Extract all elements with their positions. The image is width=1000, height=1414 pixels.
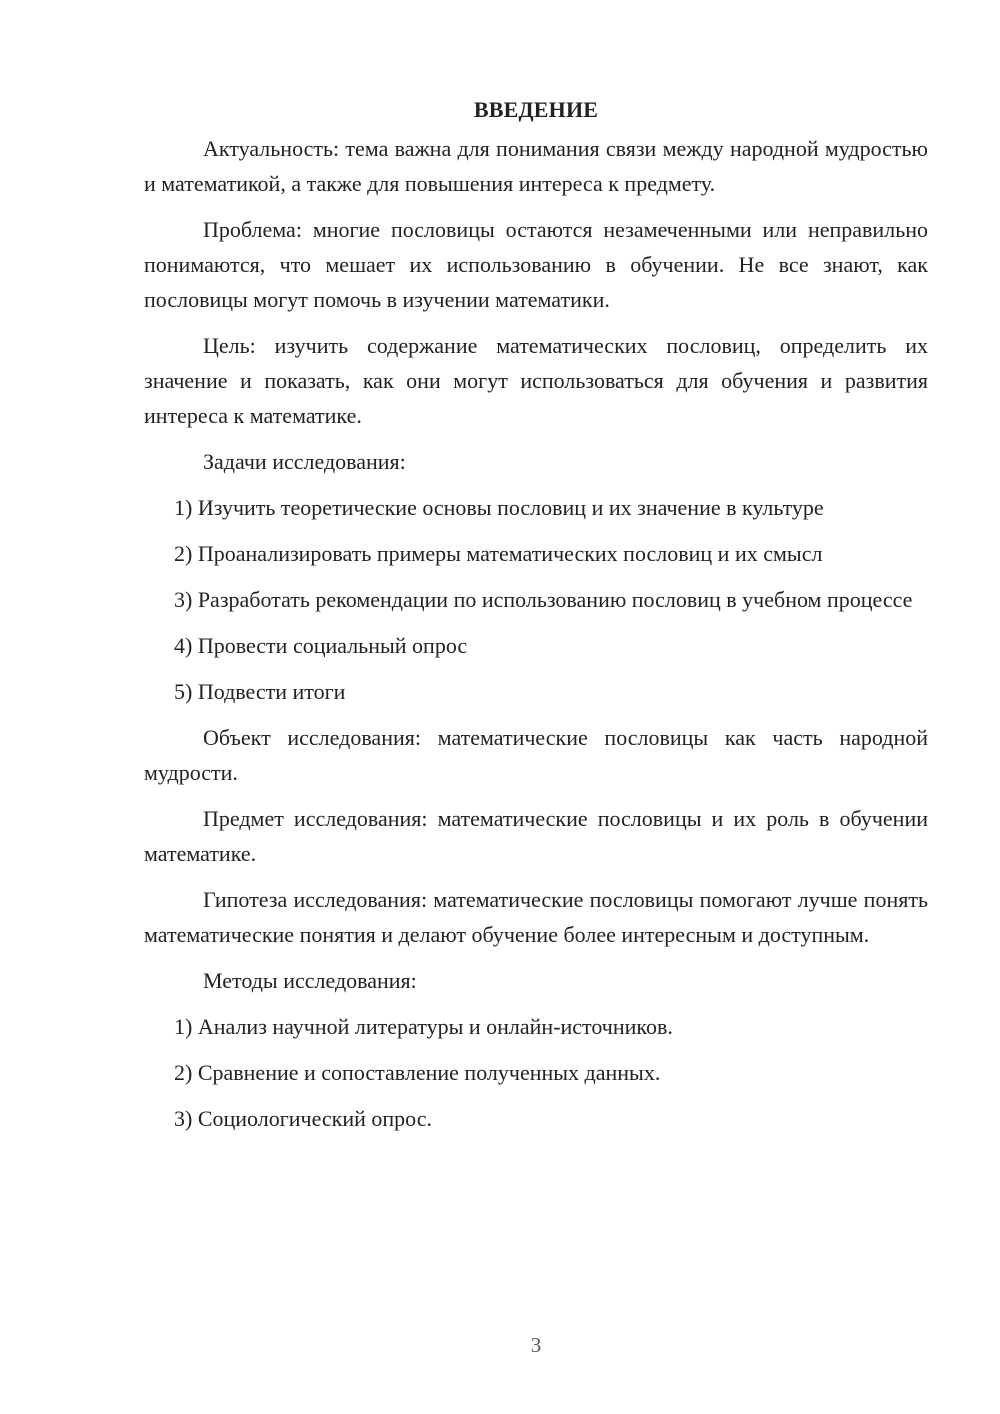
page-number: 3 <box>530 1333 542 1357</box>
goal-paragraph: Цель: изучить содержание математических пословиц, определить их значение и показать, как они могут использоваться для обучения и развития интереса к математике. <box>144 333 928 428</box>
document-page <box>144 92 928 1147</box>
object-paragraph: Объект исследования: математические пословицы как часть народной мудрости. <box>144 725 928 785</box>
task-item: 2) Проанализировать примеры математических пословиц и их смысл <box>174 541 823 566</box>
problem-paragraph: Проблема: многие пословицы остаются незамеченными или неправильно понимаются, что мешает их использованию в обучении. Не все знают, как пословицы могут помочь в изучении математики. <box>144 217 928 312</box>
task-item: 1) Изучить теоретические основы пословиц и их значение в культуре <box>174 495 824 520</box>
tasks-list <box>144 490 928 709</box>
hypothesis-paragraph: Гипотеза исследования: математические пословицы помогают лучше понять математические понятия и делают обучение более интересным и доступным. <box>144 887 928 947</box>
task-item: 3) Разработать рекомендации по использованию пословиц в учебном процессе <box>174 587 913 612</box>
method-item: 2) Сравнение и сопоставление полученных данных. <box>174 1060 661 1085</box>
tasks-heading: Задачи исследования: <box>203 449 406 474</box>
methods-heading: Методы исследования: <box>203 968 417 993</box>
method-item: 1) Анализ научной литературы и онлайн-источников. <box>174 1014 673 1039</box>
relevance-paragraph: Актуальность: тема важна для понимания связи между народной мудростью и математикой, а также для повышения интереса к предмету. <box>144 136 928 196</box>
subject-paragraph: Предмет исследования: математические пословицы и их роль в обучении математике. <box>144 806 928 866</box>
task-item: 4) Провести социальный опрос <box>174 633 468 658</box>
task-item: 5) Подвести итоги <box>174 679 346 704</box>
methods-list <box>144 1009 928 1136</box>
method-item: 3) Социологический опрос. <box>174 1106 432 1131</box>
page-title: ВВЕДЕНИЕ <box>473 97 599 122</box>
